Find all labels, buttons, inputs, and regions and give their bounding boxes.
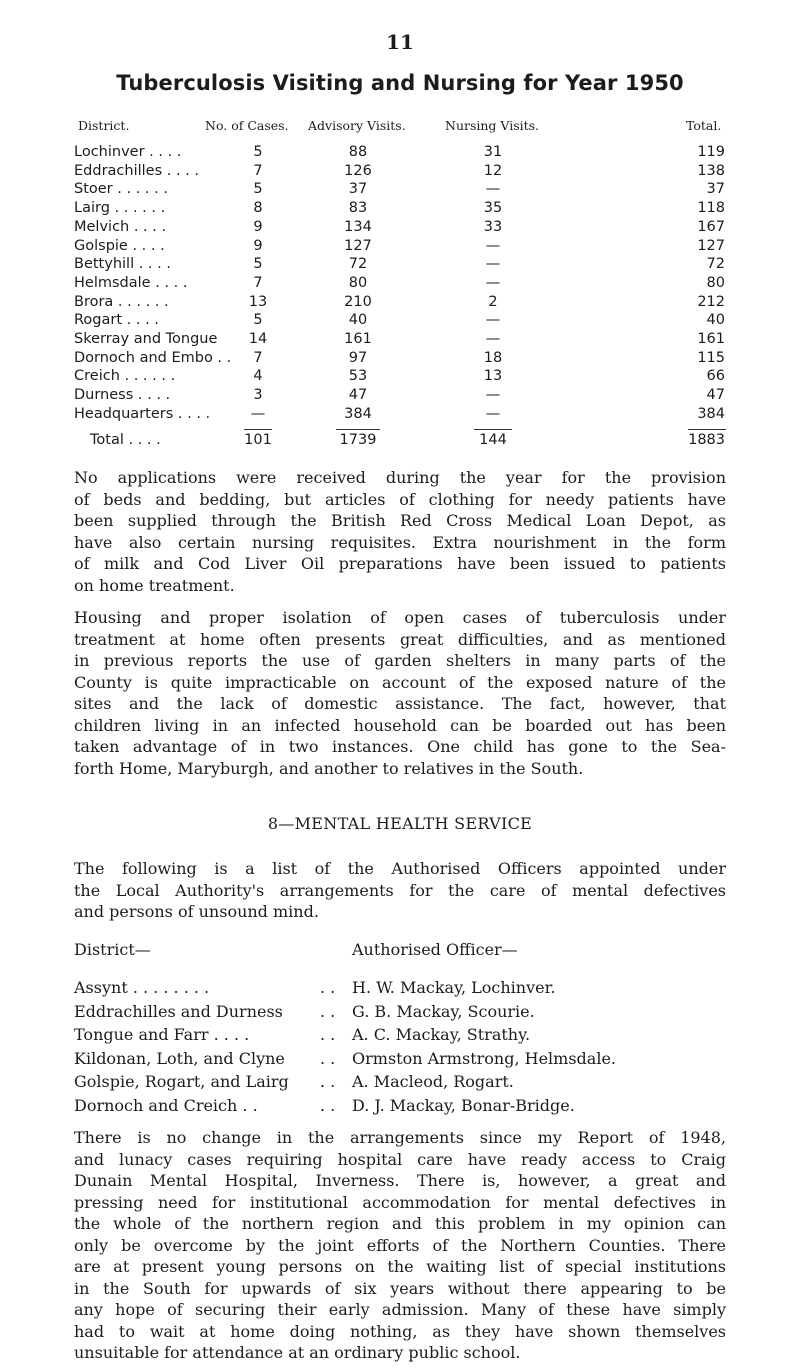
row-advisory: 53 [348, 368, 368, 385]
row-cases: 14 [248, 331, 268, 347]
row-advisory: 40 [348, 312, 368, 329]
row-cases: 5 [253, 256, 263, 273]
officer-name: A. Macleod, Rogart. [352, 1072, 514, 1091]
row-district: Lairg . . . . . . [74, 200, 166, 217]
row-nursing: 13 [483, 368, 503, 385]
row-district: Stoer . . . . . . [74, 181, 168, 198]
header-total: Total. [686, 118, 722, 133]
row-cases: 8 [253, 200, 263, 217]
table-row [0, 350, 800, 370]
table-row [0, 219, 800, 239]
row-total: 119 [697, 144, 725, 160]
paragraph-mental-defectives [74, 1127, 726, 1364]
officer-name: H. W. Mackay, Lochinver. [352, 978, 556, 997]
row-total: 37 [706, 181, 725, 198]
row-advisory: 88 [348, 144, 368, 160]
text-line: and persons of unsound mind. [74, 902, 319, 921]
row-cases: 3 [253, 387, 263, 404]
row-nursing: 35 [483, 200, 503, 217]
row-advisory: 80 [348, 274, 368, 291]
table-row [0, 387, 800, 407]
row-district: Creich . . . . . . [74, 368, 176, 385]
officer-row [74, 1049, 734, 1073]
row-total: 115 [697, 349, 725, 366]
row-advisory: 161 [344, 331, 372, 347]
table-row [0, 163, 800, 183]
officer-name: A. C. Mackay, Strathy. [352, 1025, 531, 1044]
table-row [0, 368, 800, 388]
row-advisory: 210 [344, 293, 372, 310]
row-nursing: — [485, 405, 501, 422]
subtotal-rule-total [688, 429, 726, 430]
row-district: Headquarters . . . . [74, 405, 211, 422]
officer-name: D. J. Mackay, Bonar-Bridge. [352, 1095, 575, 1115]
officer-district: Eddrachilles and Durness [74, 1001, 283, 1021]
row-total: 127 [697, 237, 725, 254]
officer-name: G. B. Mackay, Scourie. [352, 1001, 535, 1021]
text-line: Dunain Mental Hospital, Inverness. There is, however, a great and [74, 1171, 726, 1190]
table-row [0, 181, 800, 201]
header-cases: No. of Cases. [205, 118, 289, 133]
table-header [0, 118, 800, 134]
officer-leader-dots: . . [320, 1025, 336, 1044]
row-nursing: 18 [483, 349, 503, 366]
section-heading: 8—MENTAL HEALTH SERVICE [267, 814, 533, 833]
text-line: on home treatment. [74, 575, 235, 595]
text-line: unsuitable for attendance at an ordinary public school. [74, 1343, 521, 1362]
row-district: Golspie . . . . [74, 237, 165, 254]
text-line: the whole of the northern region and this problem in my opinion can [74, 1214, 726, 1233]
row-nursing: — [485, 181, 501, 198]
row-district: Bettyhill . . . . [74, 256, 171, 273]
row-nursing: 33 [483, 218, 503, 235]
officers-officer-label: Authorised Officer— [352, 940, 518, 959]
officer-leader-dots: . . [320, 1095, 336, 1115]
officers-district-label: District— [74, 940, 151, 959]
officer-leader-dots: . . [320, 978, 336, 997]
text-line: the Local Authority's arrangements for the care of mental defectives [74, 880, 726, 900]
table-total-row [0, 432, 800, 452]
text-line: County is quite impracticable on account of the exposed nature of the [74, 672, 726, 692]
officer-row [74, 1072, 734, 1096]
total-nursing: 144 [479, 432, 507, 448]
row-cases: 4 [253, 368, 263, 385]
text-line: any hope of securing their early admission. Many of these have simply [74, 1300, 726, 1319]
row-district: Dornoch and Embo . . [74, 349, 232, 366]
text-line: in the South for upwards of six years without there appearing to be [74, 1278, 726, 1298]
page-number: 11 [386, 30, 414, 54]
row-advisory: 83 [348, 200, 368, 217]
text-line: Housing and proper isolation of open cases of tuberculosis under [74, 608, 726, 627]
row-nursing: — [485, 387, 501, 404]
table-row [0, 200, 800, 220]
row-nursing: — [485, 237, 501, 254]
row-advisory: 384 [344, 405, 372, 422]
row-cases: — [250, 405, 266, 422]
header-district: District. [78, 118, 130, 133]
total-advisory: 1739 [339, 432, 377, 448]
row-nursing: — [485, 312, 501, 329]
text-line: and lunacy cases requiring hospital care have ready access to Craig [74, 1149, 726, 1169]
row-advisory: 37 [348, 181, 368, 198]
officer-district: Assynt . . . . . . . . [74, 978, 210, 997]
officer-district: Kildonan, Loth, and Clyne [74, 1048, 285, 1068]
row-total: 80 [706, 274, 725, 291]
row-advisory: 126 [344, 162, 372, 179]
row-nursing: — [485, 331, 501, 347]
row-cases: 5 [253, 312, 263, 329]
officer-row [74, 978, 734, 1002]
officer-district: Golspie, Rogart, and Lairg [74, 1072, 289, 1091]
row-district: Lochinver . . . . [74, 144, 182, 160]
text-line: forth Home, Maryburgh, and another to relatives in the South. [74, 758, 584, 778]
table-row [0, 312, 800, 332]
row-cases: 9 [253, 237, 263, 254]
row-cases: 13 [248, 293, 268, 310]
text-line: There is no change in the arrangements since my Report of 1948, [74, 1128, 726, 1147]
table-title: Tuberculosis Visiting and Nursing for Year 1950 [116, 71, 684, 95]
row-district: Melvich . . . . [74, 218, 167, 235]
table-row [0, 406, 800, 426]
total-cases: 101 [244, 432, 272, 448]
row-district: Helmsdale . . . . [74, 274, 188, 291]
row-advisory: 47 [348, 387, 368, 404]
table-row [0, 331, 800, 351]
officer-row [74, 1025, 734, 1049]
row-district: Eddrachilles . . . . [74, 162, 200, 179]
table-row [0, 294, 800, 314]
row-cases: 7 [253, 349, 263, 366]
row-total: 118 [697, 200, 725, 217]
row-district: Durness . . . . [74, 387, 171, 404]
officer-leader-dots: . . [320, 1072, 336, 1091]
row-advisory: 127 [344, 237, 372, 254]
officer-district: Dornoch and Creich . . [74, 1095, 258, 1115]
table-row [0, 238, 800, 258]
paragraph-housing [74, 607, 726, 779]
row-total: 66 [706, 368, 725, 385]
row-total: 138 [697, 162, 725, 179]
text-line: have also certain nursing requisites. Extra nourishment in the form [74, 532, 726, 552]
row-total: 384 [697, 405, 725, 422]
row-cases: 7 [253, 274, 263, 291]
row-district: Brora . . . . . . [74, 293, 169, 310]
row-district: Rogart . . . . [74, 312, 159, 329]
text-line: in previous reports the use of garden shelters in many parts of the [74, 651, 726, 670]
row-cases: 5 [253, 144, 263, 160]
officer-leader-dots: . . [320, 1001, 336, 1021]
subtotal-rule-nursing [474, 429, 512, 430]
header-advisory: Advisory Visits. [308, 118, 406, 133]
row-nursing: 12 [483, 162, 503, 179]
text-line: had to wait at home doing nothing, as they have shown themselves [74, 1321, 726, 1341]
table-row [0, 256, 800, 276]
text-line: treatment at home often presents great difficulties, and as mentioned [74, 629, 726, 649]
officer-name: Ormston Armstrong, Helmsdale. [352, 1048, 616, 1068]
text-line: of beds and bedding, but articles of clothing for needy patients have [74, 489, 726, 509]
row-total: 167 [697, 218, 725, 235]
row-advisory: 97 [348, 349, 368, 366]
text-line: No applications were received during the year for the provision [74, 468, 726, 487]
row-cases: 7 [253, 162, 263, 179]
text-line: been supplied through the British Red Cross Medical Loan Depot, as [74, 511, 726, 530]
text-line: children living in an infected household can be boarded out has been [74, 715, 726, 735]
officer-leader-dots: . . [320, 1048, 336, 1068]
text-line: sites and the lack of domestic assistance. The fact, however, that [74, 694, 726, 713]
row-total: 212 [697, 293, 725, 310]
row-nursing: — [485, 256, 501, 273]
paragraph-provisions [74, 467, 726, 596]
text-line: only be overcome by the joint efforts of the Northern Counties. There [74, 1235, 726, 1255]
text-line: The following is a list of the Authorised Officers appointed under [74, 859, 726, 878]
subtotal-rule-cases [244, 429, 272, 430]
table-row [0, 275, 800, 295]
row-nursing: 31 [483, 144, 503, 160]
officer-district: Tongue and Farr . . . . [74, 1025, 250, 1044]
total-label: Total . . . . [90, 432, 161, 448]
row-nursing: — [485, 274, 501, 291]
text-line: of milk and Cod Liver Oil preparations have been issued to patients [74, 554, 726, 573]
row-total: 161 [697, 331, 725, 347]
text-line: are at present young persons on the waiting list of special institutions [74, 1257, 726, 1276]
total-total: 1883 [688, 432, 725, 448]
row-district: Skerray and Tongue [74, 331, 218, 347]
text-line: pressing need for institutional accommodation for mental defectives in [74, 1192, 726, 1212]
row-advisory: 72 [348, 256, 368, 273]
text-line: taken advantage of in two instances. One child has gone to the Sea- [74, 737, 726, 756]
officer-row [74, 1096, 734, 1120]
row-total: 47 [706, 387, 725, 404]
officer-row [74, 1002, 734, 1026]
row-cases: 5 [253, 181, 263, 198]
row-advisory: 134 [344, 218, 372, 235]
row-cases: 9 [253, 218, 263, 235]
subtotal-rule-advisory [336, 429, 380, 430]
row-nursing: 2 [488, 293, 498, 310]
row-total: 72 [706, 256, 725, 273]
paragraph-officers-intro [74, 858, 726, 923]
row-total: 40 [706, 312, 725, 329]
header-nursing: Nursing Visits. [445, 118, 540, 133]
table-row [0, 144, 800, 164]
